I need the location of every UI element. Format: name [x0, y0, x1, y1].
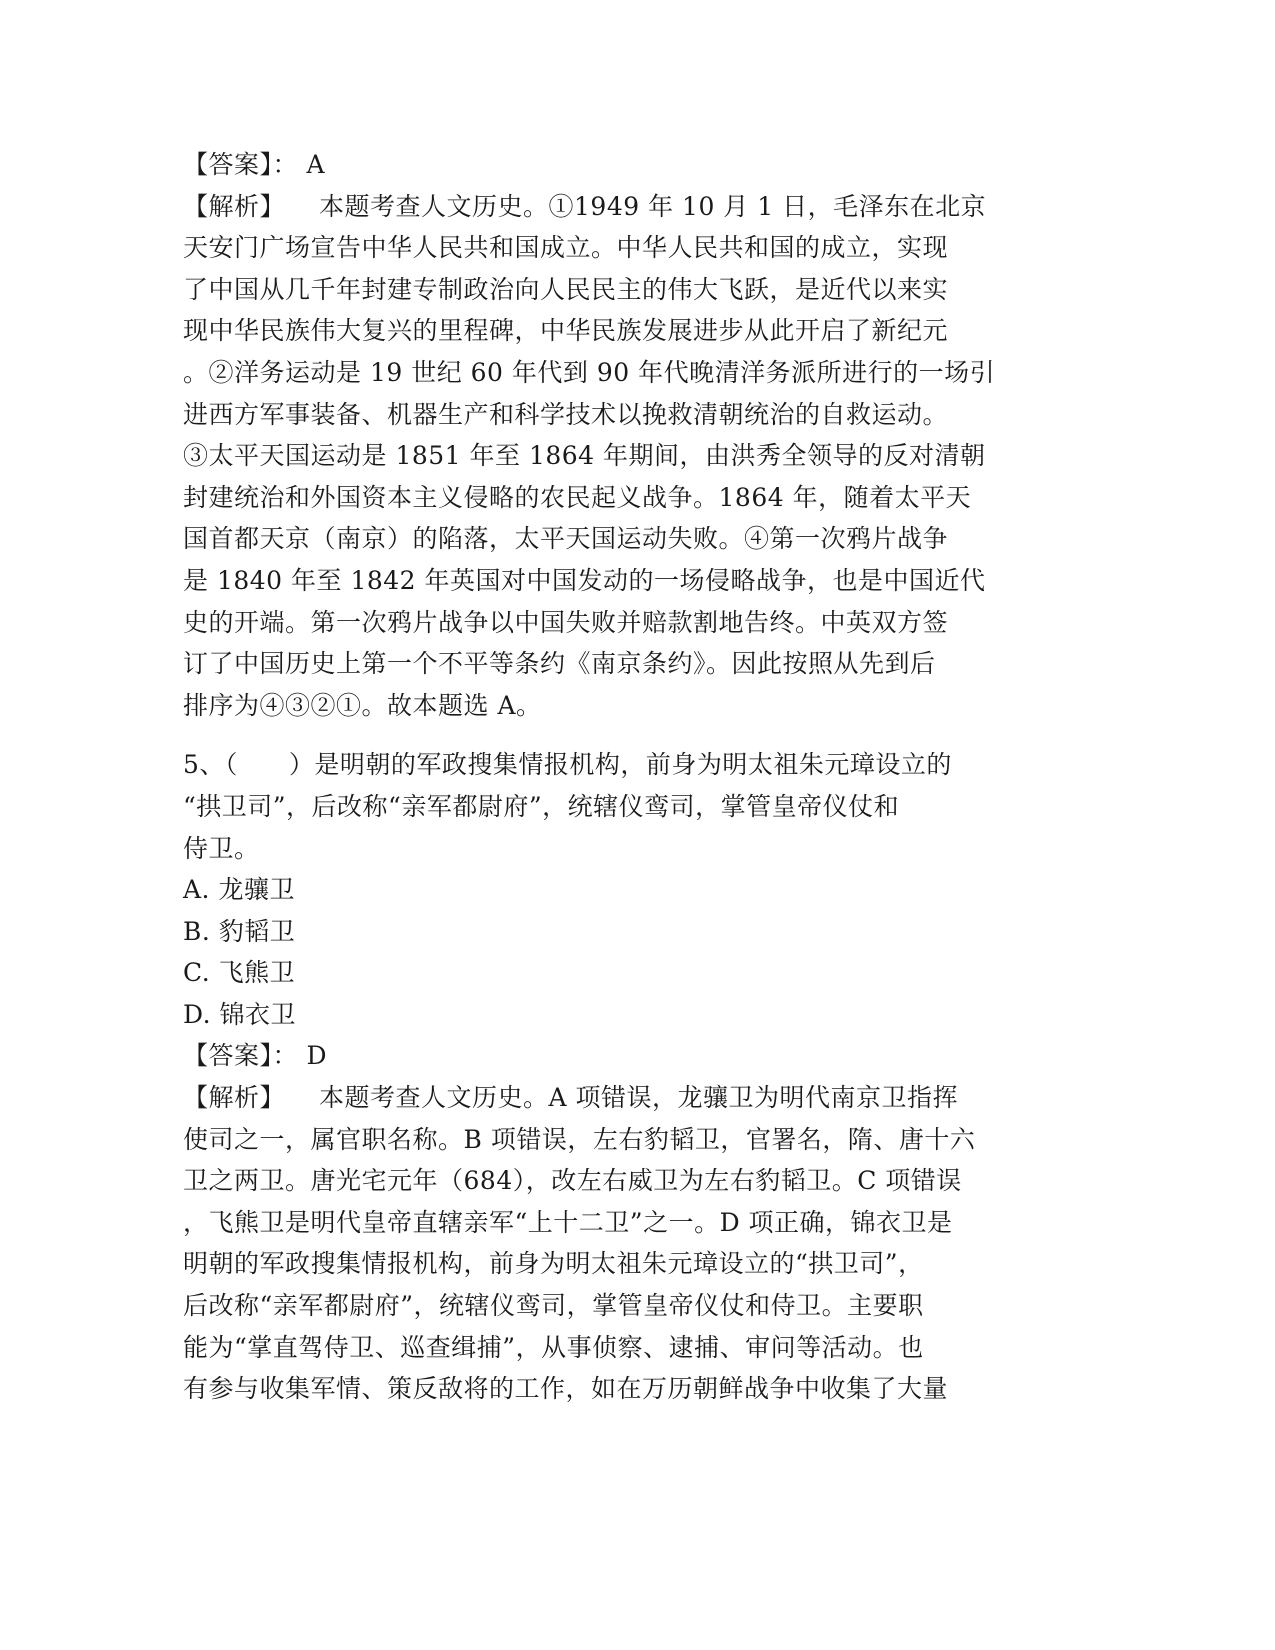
question-stem-line: 侍卫。: [183, 833, 260, 863]
answer-value: D: [306, 1041, 328, 1071]
option-a: A. 龙骧卫: [183, 875, 295, 905]
analysis-line: 。②洋务运动是 19 世纪 60 年代到 90 年代晚清洋务派所进行的一场引: [183, 357, 996, 387]
answer-line: [183, 1035, 1043, 1077]
analysis-text: 本题考查人文历史。①1949 年 10 月 1 日，毛泽东在北京: [319, 191, 987, 221]
analysis-line: [183, 1077, 1043, 1119]
analysis-label: 【解析】: [183, 191, 286, 221]
analysis-line: ③太平天国运动是 1851 年至 1864 年期间，由洪秀全领导的反对清朝: [183, 441, 986, 471]
analysis-line: ，飞熊卫是明代皇帝直辖亲军“上十二卫”之一。D 项正确，锦衣卫是: [183, 1207, 953, 1237]
answer-line: [183, 144, 1043, 186]
analysis-line: 卫之两卫。唐光宅元年（684），改左右威卫为左右豹韬卫。C 项错误: [183, 1166, 962, 1196]
analysis-line: 史的开端。第一次鸦片战争以中国失败并赔款割地告终。中英双方签: [183, 607, 949, 637]
analysis-line: 明朝的军政搜集情报机构，前身为明太祖朱元璋设立的“拱卫司”，: [183, 1249, 924, 1279]
document-content: [183, 144, 1043, 1410]
analysis-line: 封建统治和外国资本主义侵略的农民起义战争。1864 年，随着太平天: [183, 482, 972, 512]
analysis-line: 了中国从几千年封建专制政治向人民民主的伟大飞跃，是近代以来实: [183, 274, 949, 304]
analysis-line: 有参与收集军情、策反敌将的工作，如在万历朝鲜战争中收集了大量: [183, 1374, 949, 1404]
analysis-line: 订了中国历史上第一个不平等条约《南京条约》。因此按照从先到后: [183, 649, 936, 679]
answer-separator: ：: [272, 150, 299, 179]
analysis-line: [183, 186, 1043, 228]
analysis-line: 使司之一，属官职名称。B 项错误，左右豹韬卫，官署名，隋、唐十六: [183, 1124, 976, 1154]
option-c: C. 飞熊卫: [183, 958, 296, 988]
answer-value: A: [306, 150, 326, 179]
analysis-line: 后改称“亲军都尉府”，统辖仪鸾司，掌管皇帝仪仗和侍卫。主要职: [183, 1291, 924, 1321]
question-stem-line: 5、（ ）是明朝的军政搜集情报机构，前身为明太祖朱元璋设立的: [183, 750, 952, 780]
answer-separator: ：: [272, 1041, 299, 1071]
analysis-line: 排序为④③②①。故本题选 A。: [183, 690, 542, 720]
analysis-label: 【解析】: [183, 1083, 286, 1113]
analysis-line: 进西方军事装备、机器生产和科学技术以挽救清朝统治的自救运动。: [183, 399, 949, 429]
answer-label: 【答案】: [183, 1041, 273, 1071]
analysis-line: 是 1840 年至 1842 年英国对中国发动的一场侵略战争，也是中国近代: [183, 565, 986, 595]
analysis-line: 现中华民族伟大复兴的里程碑，中华民族发展进步从此开启了新纪元: [183, 316, 949, 346]
option-d: D. 锦衣卫: [183, 999, 297, 1029]
analysis-text: 本题考查人文历史。A 项错误，龙骧卫为明代南京卫指挥: [319, 1083, 959, 1113]
analysis-line: 天安门广场宣告中华人民共和国成立。中华人民共和国的成立，实现: [183, 233, 949, 263]
analysis-line: 能为“掌直驾侍卫、巡查缉捕”，从事侦察、逮捕、审问等活动。也: [183, 1332, 924, 1362]
analysis-line: 国首都天京（南京）的陷落，太平天国运动失败。④第一次鸦片战争: [183, 524, 949, 554]
answer-label: 【答案】: [183, 150, 273, 179]
option-b: B. 豹韬卫: [183, 916, 296, 946]
section-spacer: [183, 726, 1043, 744]
question-stem-line: “拱卫司”，后改称“亲军都尉府”，统辖仪鸾司，掌管皇帝仪仗和: [183, 791, 900, 821]
